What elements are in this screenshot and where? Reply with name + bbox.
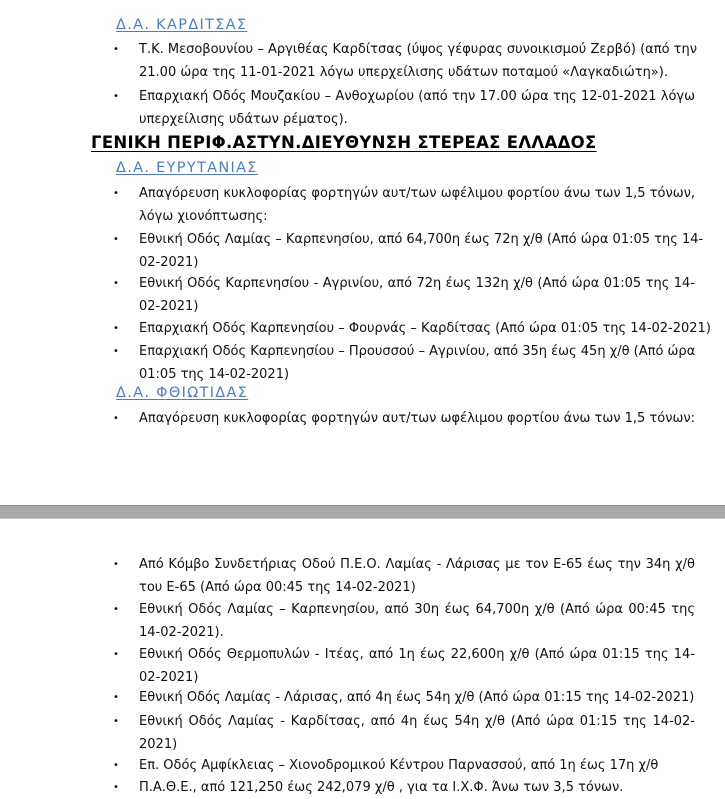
page-gap xyxy=(0,505,725,519)
subheading-fthiotida: Δ.Α. ΦΘΙΩΤΙΔΑΣ xyxy=(116,385,249,401)
bullet-icon: • xyxy=(113,782,119,793)
document-page-1: Δ.Α. ΚΑΡΔΙΤΣΑΣ • Τ.Κ. Μεσοβουνίου – Αργιθέας Καρδίτσας (ύψος γέφυρας συνοικισμού Ζερβό) (από την 21.00 ώρα της 11-01-2021 λόγω υπερχείλισης υδάτων ποταμού «Λαγκαδιώτη»). • Επαρχιακή Οδός Μουζακίου – Ανθοχωρίου (από την 17.00 ώρα της 12-01-2021 λόγω υπερχείλισης υδάτων ρέματος). ΓΕΝΙΚΗ ΠΕΡΙΦ.ΑΣΤΥΝ.ΔΙΕΥΘΥΝΣΗ ΣΤΕΡΕΑΣ ΕΛΛΑΔΟΣ Δ.Α. ΕΥΡΥΤΑΝΙΑΣ • Απαγόρευση κυκλοφορίας φορτηγών αυτ/των ωφέλιμου φορτίου άνω των 1,5 τόνων, λόγω χιονόπτωσης: • Εθνική Οδός Λαμίας – Καρπενησίου, από 64,700η έως 72η χ/θ (Από ώρα 01:05 της 14- 02-2021) • Εθνική Οδός Καρπενησίου - Αγρινίου, από 72η έως 132η χ/θ (Από ώρα 01:05 της 14- 02-2021) • Επαρχιακή Οδός Καρπενησίου – Φουρνάς – Καρδίτσας (Από ώρα 01:05 της 14-02-2021) • Επαρχιακή Οδός Καρπενησίου – Προυσσού – Αγρινίου, από 35η έως 45η χ/θ (Από ώρα 01:05 της 14-02-2021) Δ.Α. ΦΘΙΩΤΙΔΑΣ • Απαγόρευση κυκλοφορίας φορτηγών αυτ/των ωφέλιμου φορτίου άνω των 1,5 τόνων: xyxy=(0,0,725,505)
bullet-icon: • xyxy=(113,760,119,771)
bullet-icon: • xyxy=(113,692,119,703)
bullet-icon: • xyxy=(113,188,119,199)
subheading-evrytania: Δ.Α. ΕΥΡΥΤΑΝΙΑΣ xyxy=(116,160,258,176)
bullet-icon: • xyxy=(113,278,119,289)
bullet-icon: • xyxy=(113,559,119,570)
bullet-icon: • xyxy=(113,44,119,55)
bullet-icon: • xyxy=(113,91,119,102)
bullet-icon: • xyxy=(113,604,119,615)
subheading-karditsa: Δ.Α. ΚΑΡΔΙΤΣΑΣ xyxy=(116,17,248,33)
bullet-icon: • xyxy=(113,346,119,357)
document-page-2: • Από Κόμβο Συνδετήριας Οδού Π.Ε.Ο. Λαμίας - Λάρισας με τον Ε-65 έως την 34η χ/θ του Ε-65 (Από ώρα 00:45 της 14-02-2021) • Εθνική Οδός Λαμίας – Καρπενησίου, από 30η έως 64,700η χ/θ (Από ώρα 00:45 της 14-02-2021). • Εθνική Οδός Θερμοπυλών - Ιτέας, από 1η έως 22,600η χ/θ (Από ώρα 01:15 της 14- 02-2021) • Εθνική Οδός Λαμίας - Λάρισας, από 4η έως 54η χ/θ (Από ώρα 01:15 της 14-02-2021) • Εθνική Οδός Λαμίας - Καρδίτσας, από 4η έως 54η χ/θ (Από ώρα 01:15 της 14-02- 2021) • Επ. Οδός Αμφίκλειας – Χιονοδρομικού Κέντρου Παρνασσού, από 1η έως 17η χ/θ • Π.Α.Θ.Ε., από 121,250 έως 242,079 χ/θ , για τα Ι.Χ.Φ. Άνω των 3,5 τόνων. xyxy=(0,519,725,799)
bullet-icon: • xyxy=(113,716,119,727)
bullet-icon: • xyxy=(113,649,119,660)
main-heading: ΓΕΝΙΚΗ ΠΕΡΙΦ.ΑΣΤΥΝ.ΔΙΕΥΘΥΝΣΗ ΣΤΕΡΕΑΣ ΕΛΛΑΔΟΣ xyxy=(91,133,597,152)
bullet-icon: • xyxy=(113,323,119,334)
bullet-icon: • xyxy=(113,234,119,245)
bullet-icon: • xyxy=(113,413,119,424)
